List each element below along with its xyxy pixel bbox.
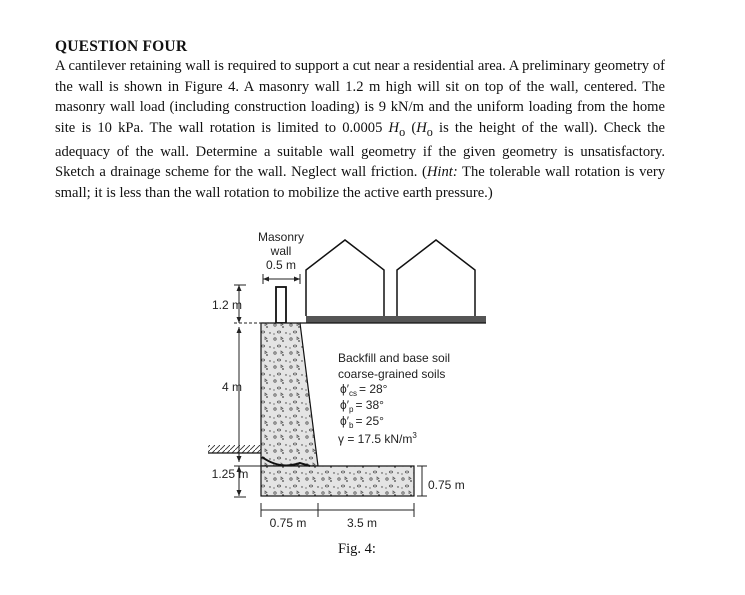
height-symbol: H (388, 119, 400, 136)
dim-label-base-thickness: 0.75 m (428, 478, 465, 492)
phi-subscript: b (348, 421, 354, 430)
dim-label-1-2m: 1.2 m (211, 298, 243, 312)
house-left (306, 240, 384, 316)
retaining-wall-stem (261, 323, 318, 466)
phi-value: = 38° (355, 398, 384, 412)
phi-p-line (340, 398, 384, 414)
front-ground-hatch (208, 445, 261, 453)
height-subscript: o (426, 124, 433, 139)
house-right (397, 240, 475, 316)
question-text-part-2: ( (405, 119, 417, 136)
retaining-wall-base (261, 466, 414, 496)
dim-label-4m: 4 m (221, 380, 243, 394)
phi-symbol: ϕ′ (340, 382, 349, 396)
question-heading: QUESTION FOUR (55, 38, 188, 55)
phi-value: = 28° (358, 382, 388, 396)
unit-weight-line (338, 431, 417, 446)
soil-label-line-2: coarse-grained soils (338, 367, 446, 381)
phi-subscript: cs (348, 389, 357, 398)
masonry-label-line-2: wall (270, 244, 292, 258)
phi-cs-line (340, 382, 388, 398)
hint-label: Hint: (426, 164, 458, 181)
phi-value: = 25° (355, 414, 384, 428)
phi-b-line (340, 414, 384, 430)
question-text-part-1: A cantilever retaining wall is required to support a cut near a residential area. A preliminary geometry of the wall is shown in Figure 4. A masonry wall 1.2 m high will sit on top of the wall, centered. The masonry wall load (including construction loading) is 9 kN/m and the uniform loading from the home site is 10 kPa. The wall rotation is limited to 0.0005 (55, 58, 665, 136)
dim-label-heel-width: 3.5 m (346, 516, 378, 530)
height-symbol: H (416, 119, 427, 136)
dim-label-1-25m: 1.25 m (211, 467, 249, 481)
masonry-label-line-1: Masonry (257, 230, 305, 244)
height-subscript: o (399, 124, 406, 139)
phi-symbol: ϕ′ (340, 414, 349, 428)
masonry-width-label: 0.5 m (265, 258, 297, 272)
phi-subscript: p (348, 405, 354, 414)
phi-symbol: ϕ′ (340, 398, 349, 412)
home-site-slab (306, 316, 486, 323)
question-text-part-4: The tolerable wall rotation is very small; it is less than the wall rotation to mobilize the active earth pressure.) (55, 164, 665, 201)
question-text-part-3: is the height of the wall). Check the adequacy of the wall. Determine a suitable wall geometry if the given geometry is unsatisfactory. Sketch a drainage scheme for the wall. Neglect wall friction. ( (55, 119, 665, 181)
unit-weight-text: γ = 17.5 kN/m (338, 432, 413, 446)
masonry-wall (276, 287, 286, 323)
soil-label-line-1: Backfill and base soil (338, 351, 451, 365)
dim-label-toe-width: 0.75 m (269, 516, 307, 530)
figure-caption: Fig. 4: (338, 541, 376, 557)
unit-weight-exponent: 3 (412, 431, 417, 440)
